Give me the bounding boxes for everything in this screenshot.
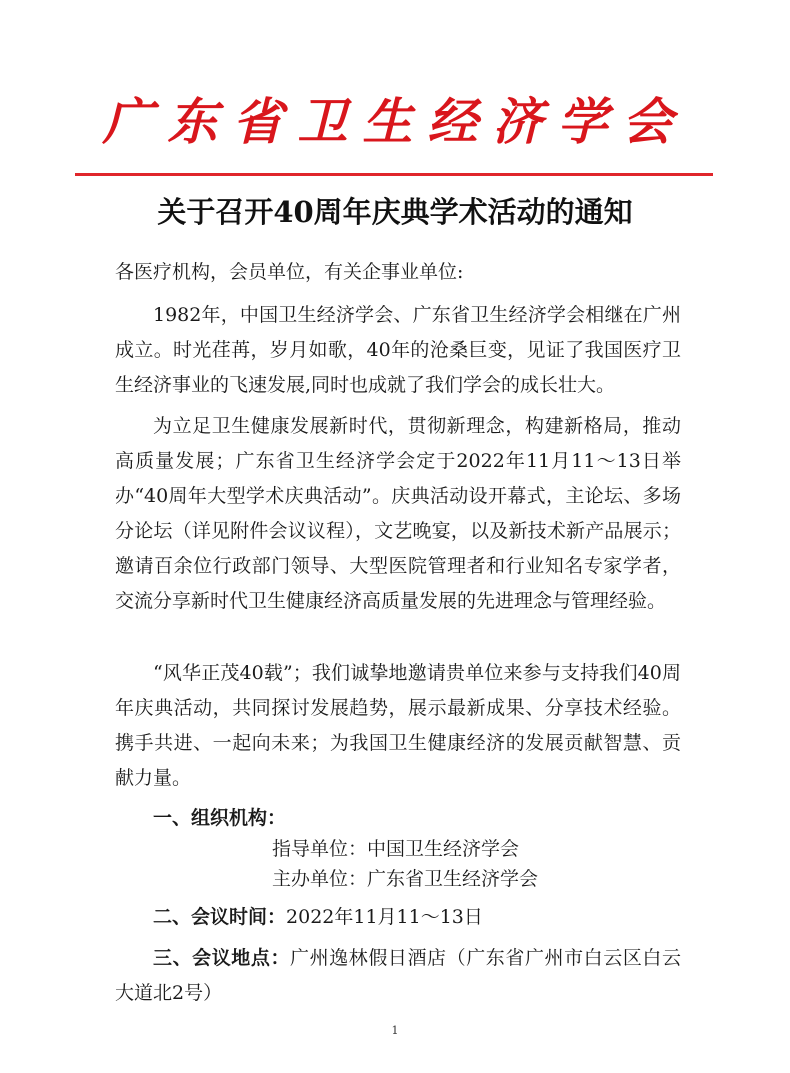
section-time <box>115 900 681 935</box>
page-number: 1 <box>391 1024 399 1037</box>
host-unit: 主办单位：广东省卫生经济学会 <box>272 868 539 890</box>
section-location-heading: 三、会议地点： <box>153 947 291 969</box>
section-time-value: 2022年11月11～13日 <box>286 906 483 928</box>
header-divider <box>75 173 713 176</box>
document-title: 关于召开40周年庆典学术活动的通知 <box>157 195 633 229</box>
paragraph-invitation: “风华正茂40载”；我们诚挚地邀请贵单位来参与支持我们40周年庆典活动，共同探讨发展趋势，展示最新成果、分享技术经验。携手共进、一起向未来；为我国卫生健康经济的发展贡献智慧、贡献力量。 <box>115 662 681 789</box>
paragraph-intro: 1982年，中国卫生经济学会、广东省卫生经济学会相继在广州成立。时光荏苒，岁月如歌，40年的沧桑巨变，见证了我国医疗卫生经济事业的飞速发展,同时也成就了我们学会的成长壮大。 <box>115 304 681 396</box>
section-location <box>115 941 681 1011</box>
section-time-heading: 二、会议时间： <box>153 906 287 928</box>
paragraph-event: 为立足卫生健康发展新时代，贯彻新理念，构建新格局，推动高质量发展；广东省卫生经济学会定于2022年11月11～13日举办“40周年大型学术庆典活动”。庆典活动设开幕式，主论坛、多场分论坛（详见附件会议议程），文艺晚宴，以及新技术新产品展示；邀请百余位行政部门领导、大型医院管理者和行业知名专家学者，交流分享新时代卫生健康经济高质量发展的先进理念与管理经验。 <box>115 415 681 612</box>
salutation: 各医疗机构，会员单位，有关企事业单位: <box>115 261 464 283</box>
guiding-unit: 指导单位：中国卫生经济学会 <box>272 838 520 860</box>
section-location-value: 广州逸林假日酒店（广东省广州市白云区白云大道北2号） <box>115 947 681 1004</box>
section-organization-heading: 一、组织机构： <box>153 807 287 829</box>
org-name-header: 广东省卫生经济学会 <box>102 92 688 151</box>
